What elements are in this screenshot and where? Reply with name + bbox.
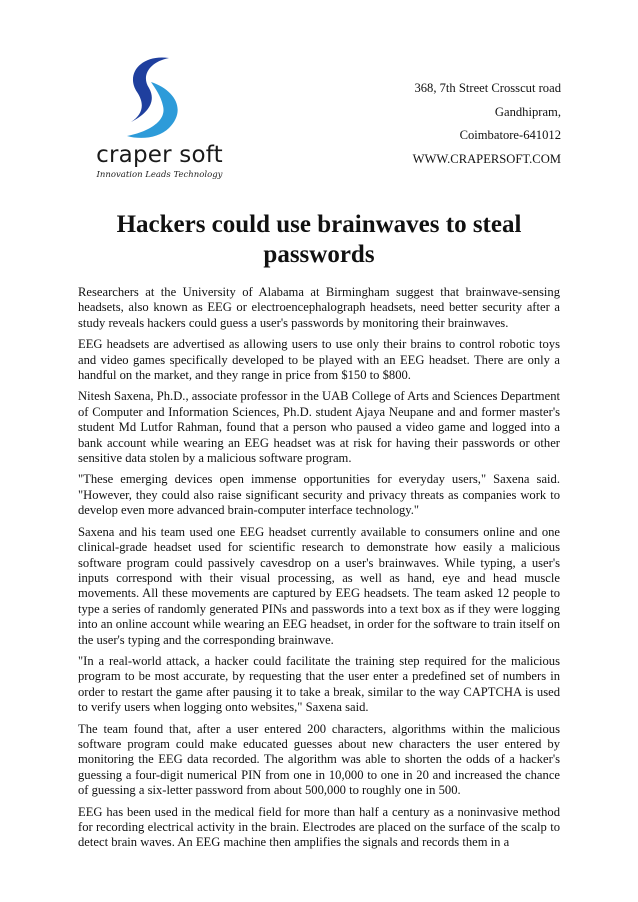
article-body <box>78 285 560 857</box>
article-paragraph: Saxena and his team used one EEG headset currently available to consumers online and one clinical-grade headset used for scientific research to demonstrate how easily a malicious software program could passively cavesdrop on a user's brainwaves. While typing, a user's inputs correspond with their visual processing, as well as hand, eye and head muscle movements. All these movements are captured by EEG headsets. The team asked 12 people to type a series of randomly generated PINs and passwords into a text box as if they were logging into an online account while wearing an EEG headset, in order for the software to train itself on the user's typing and the corresponding brainwave. <box>78 524 560 647</box>
article-paragraph: EEG headsets are advertised as allowing users to use only their brains to control robotic toys and video games specifically developed to be played with an EEG headset. There are only a handful on the market, and they range in price from $150 to $800. <box>78 337 560 383</box>
company-address <box>413 77 561 171</box>
logo-mark-icon <box>117 52 192 142</box>
website-link[interactable]: WWW.CRAPERSOFT.COM <box>412 151 561 166</box>
address-line-1: 368, 7th Street Crosscut road <box>414 81 561 95</box>
article-paragraph: "These emerging devices open immense opportunities for everyday users," Saxena said. "However, they could also raise significant security and privacy threats as companies work to develop even more advanced brain-computer interface technology." <box>78 472 560 518</box>
logo-tagline: Innovation Leads Technology <box>96 170 223 180</box>
article-paragraph: "In a real-world attack, a hacker could facilitate the training step required for the malicious program to be most accurate, by requesting that the user enter a predefined set of numbers in order to restart the game after pausing it to take a break, similar to the way CAPTCHA is used to verify users when logging onto websites," Saxena said. <box>78 653 560 715</box>
address-line-2: Gandhipram, <box>494 104 561 119</box>
article-paragraph: Nitesh Saxena, Ph.D., associate professor in the UAB College of Arts and Sciences Department of Computer and Information Sciences, Ph.D. student Ajaya Neupane and and former master's student Md Lutfor Rahman, found that a person who paused a video game and logged into a bank account while wearing an EEG headset was at risk for having their passwords or other sensitive data stolen by a malicious software program. <box>78 389 560 466</box>
address-line-3: Coimbatore-641012 <box>459 128 561 142</box>
article-paragraph: Researchers at the University of Alabama at Birmingham suggest that brainwave-sensing headsets, also known as EEG or electroencephalograph headsets, need better security after a study reveals hackers could guess a user's passwords by monitoring their brainwaves. <box>78 285 560 330</box>
company-logo <box>92 52 227 182</box>
article-paragraph: EEG has been used in the medical field for more than half a century as a noninvasive method for recording electrical activity in the brain. Electrodes are placed on the surface of the scalp to detect brain waves. An EEG machine then amplifies the signals and records them in a <box>78 804 560 850</box>
article-paragraph: The team found that, after a user entered 200 characters, algorithms within the malicious software program could make educated guesses about new characters the user entered by monitoring the EEG data recorded. The algorithm was able to shorten the odds of a hacker's guessing a four-digit numerical PIN from one in 10,000 to one in 20 and increased the chance of guessing a six-letter password from about 500,000 to roughly one in 500. <box>78 721 560 798</box>
article-title: Hackers could use brainwaves to steal passwords <box>116 211 522 268</box>
logo-wordmark: craper soft <box>96 142 223 168</box>
